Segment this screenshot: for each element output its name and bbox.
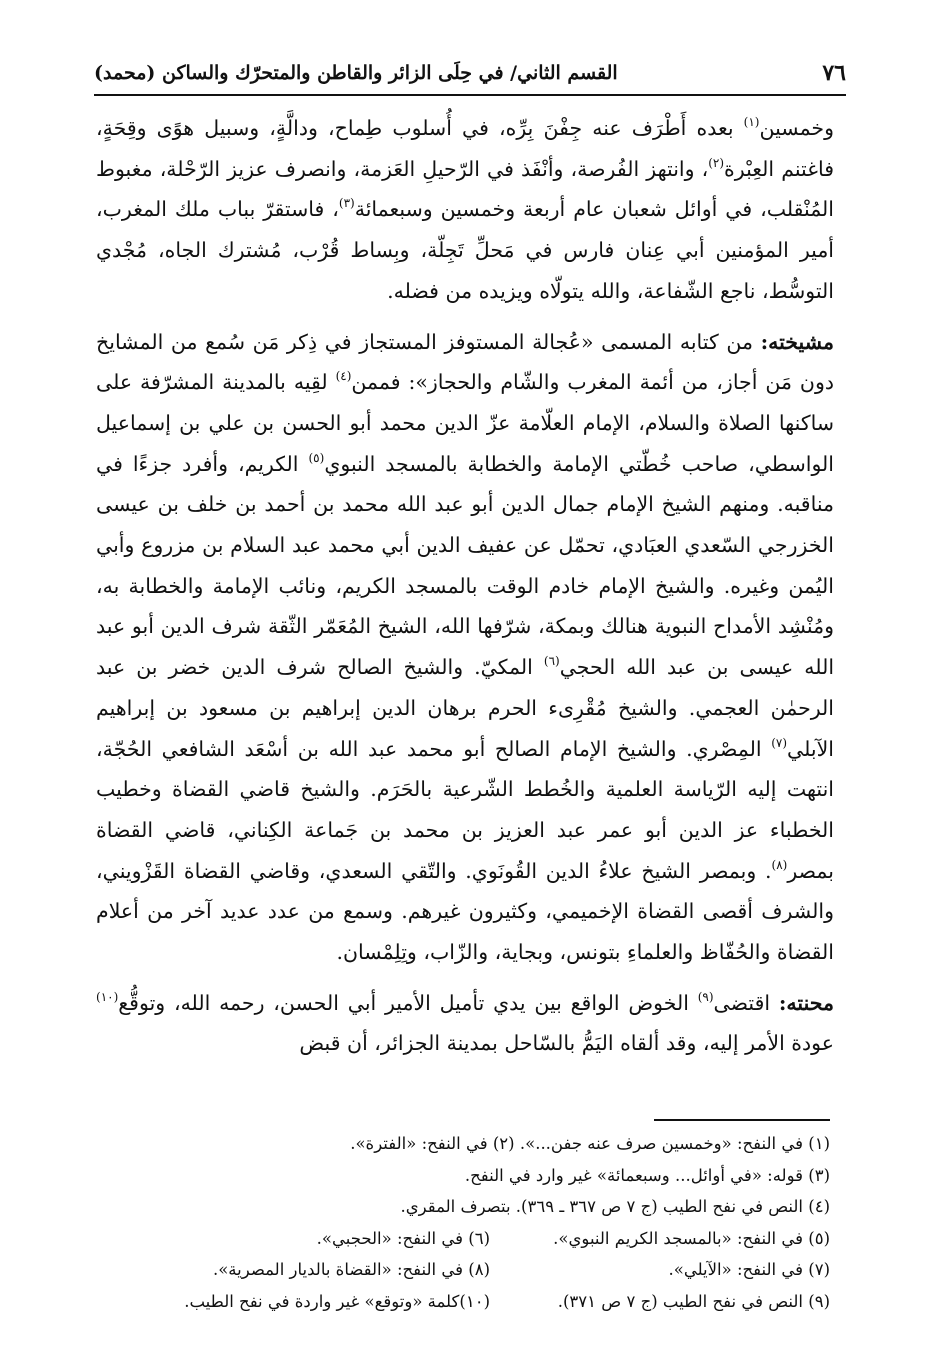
text-run: الخوض الواقع بين يدي تأميل الأمير أبي الحسن، رحمه الله، وتوقُّع <box>118 990 698 1015</box>
footnote-ref: (٩) <box>697 989 714 1004</box>
footnote-ref: (٨) <box>771 857 788 872</box>
footnotes <box>96 1128 830 1317</box>
footnote-5: (٥) في النفح: «بالمسجد الكريم النبوي». <box>553 1228 830 1248</box>
page-header <box>94 56 846 96</box>
text-run: ، وانتهز الفُرصة، وأنْفَذ في الرّحيلِ العَزمة، وانصرف عزيز الرّحْلة، مغبوط المُنْقلب، في أوائل شعبان عام أربعة وخمسين وسبعمائة <box>96 156 834 222</box>
footnote-line <box>96 1191 830 1223</box>
paragraph-mashyakha <box>96 322 834 973</box>
paragraph-intro <box>96 108 834 312</box>
text-run: اقتضى <box>713 990 779 1015</box>
section-label-mashyakha: مشيخته: <box>760 329 834 354</box>
text-run: الكريم، وأفرد جزءًا في مناقبه. ومنهم الشيخ الإمام جمال الدين أبو عبد الله محمد بن أحمد بن خلف بن عيسى الخزرجي السّعدي العبَادي، تحمّل عن عفيف الدين أبي محمد عبد السلام بن مزروع وأبي اليُمن وغيره. والشيخ الإمام خادم الوقت بالمسجد الكريم، ونائب الإمامة والخطابة به، ومُنْشِد الأمداح النبوية هنالك وبمكة، شرّفها الله، الشيخ المُعَمّر الثّقة شرف الدين أبو عبد الله عيسى بن عبد الله الحجي <box>96 451 835 680</box>
text-run: بعده أَطْرَف عنه جِفْنَ بِرِّه، في أُسلوب طِماح، ودالَّةٍ، وسبيل هوًى وقِحَةٍ، فاغتنم العِبْرة <box>96 116 834 181</box>
footnote-4: (٤) النص في نفح الطيب (ج ٧ ص ٣٦٧ ـ ٣٦٩). بتصرف المقري. <box>400 1197 830 1216</box>
section-label-mihna: محنته: <box>778 990 834 1015</box>
footnote-ref: (٢) <box>708 155 725 170</box>
footnote-9: (٩) النص في نفح الطيب (ج ٧ ص ٣٧١). <box>557 1291 830 1311</box>
footnote-10: (١٠)كلمة «وتوقع» غير واردة في نفح الطيب. <box>184 1291 490 1311</box>
footnote-ref: (١) <box>743 115 760 129</box>
main-text <box>96 108 834 1074</box>
text-run: المِصْري. والشيخ الإمام الصالح أبو محمد عبد الله بن أسْعَد الشافعي الحُجّة، انتهت إليه الرّياسة العلمية والخُطط الشّرعية بالحَرَم. والشيخ قاضي القضاة وخطيب الخطباء عز الدين أبو عمر عبد العزيز بن محمد بن جَماعة الكِناني، قاضي القضاة بمصر <box>96 736 834 883</box>
footnote-3: (٣) قوله: «في أوائل... وسبعمائة» غير وارد في النفح. <box>464 1165 830 1185</box>
footnote-1-2: (١) في النفح: «وخمسين صرف عنه جفن...». (٢) في النفح: «الفترة». <box>350 1134 830 1153</box>
text-run: من كتابه المسمى «عُجالة المستوفز المستجاز في ذِكر مَن سُمع من المشايخ دون مَن أجاز، من أئمة المغرب والشّام والحجاز»: فممن <box>96 329 834 395</box>
text-run: . وبمصر الشيخ علاءُ الدين القُونَوي. والتّقي السعدي، وقاضي القضاة القَزْويني، والشرف أقصى القضاة الإخميمي، وكثيرون غيرهم. وسمع من عدد عديد آخر من أعلام القضاة والحُفّاظ والعلماءِ بتونس، وبجاية، والزّاب، وتِلِمْسان. <box>96 858 834 965</box>
footnote-line <box>96 1286 830 1318</box>
footnote-line <box>96 1160 830 1192</box>
footnote-ref: (٧) <box>771 735 788 750</box>
text-run: عودة الأمر إليه، وقد ألقاه اليَمُّ بالسّاحل بمدينة الجزائر، أن قبض <box>299 1031 834 1056</box>
running-title: القسم الثاني/ في حِلَى الزائر والقاطن والمتحرّك والساكن (محمد) <box>94 62 618 84</box>
footnote-ref: (١٠) <box>96 989 119 1004</box>
footnote-ref: (٣) <box>338 196 355 211</box>
footnote-divider <box>654 1119 830 1121</box>
footnote-7: (٧) في النفح: «الآيلي». <box>668 1260 830 1279</box>
footnote-ref: (٤) <box>335 369 352 384</box>
text-run: وخمسين <box>759 116 834 140</box>
text-run: المكيّ. والشيخ الصالح شرف الدين خضر بن عبد الرحمٰن العجمي. والشيخ مُقْرِىء الحرم برهان الدين إبراهيم بن مسعود بن إبراهيم الآبلي <box>96 655 834 761</box>
text-run: ، فاستقرّ بباب ملك المغرب، أمير المؤمنين أبي عِنان فارس في مَحلِّ تَجِلّة، وبِساط قُرْب، مُشترك الجاه، مُجْدي التوسُّط، ناجع الشّفاعة، والله يتولّاه ويزيده من فضله. <box>96 197 834 303</box>
footnote-line <box>96 1254 830 1286</box>
footnote-line <box>96 1223 830 1255</box>
page-number: ٧٦ <box>822 60 846 86</box>
footnote-6: (٦) في النفح: «الحجبي». <box>316 1228 490 1248</box>
footnote-ref: (٥) <box>308 450 325 465</box>
footnote-8: (٨) في النفح: «القضاة بالديار المصرية». <box>212 1260 490 1279</box>
paragraph-mihna <box>96 983 834 1064</box>
text-run: لقِيه بالمدينة المشرّفة على ساكنها الصلاة والسلام، الإمام العلّامة عزّ الدين محمد أبو الحسن بن علي بن إسماعيل الواسطي، صاحب خُطّتي الإمامة والخطابة بالمسجد النبوي <box>96 370 834 476</box>
footnote-line <box>96 1128 830 1160</box>
footnote-ref: (٦) <box>543 654 560 669</box>
